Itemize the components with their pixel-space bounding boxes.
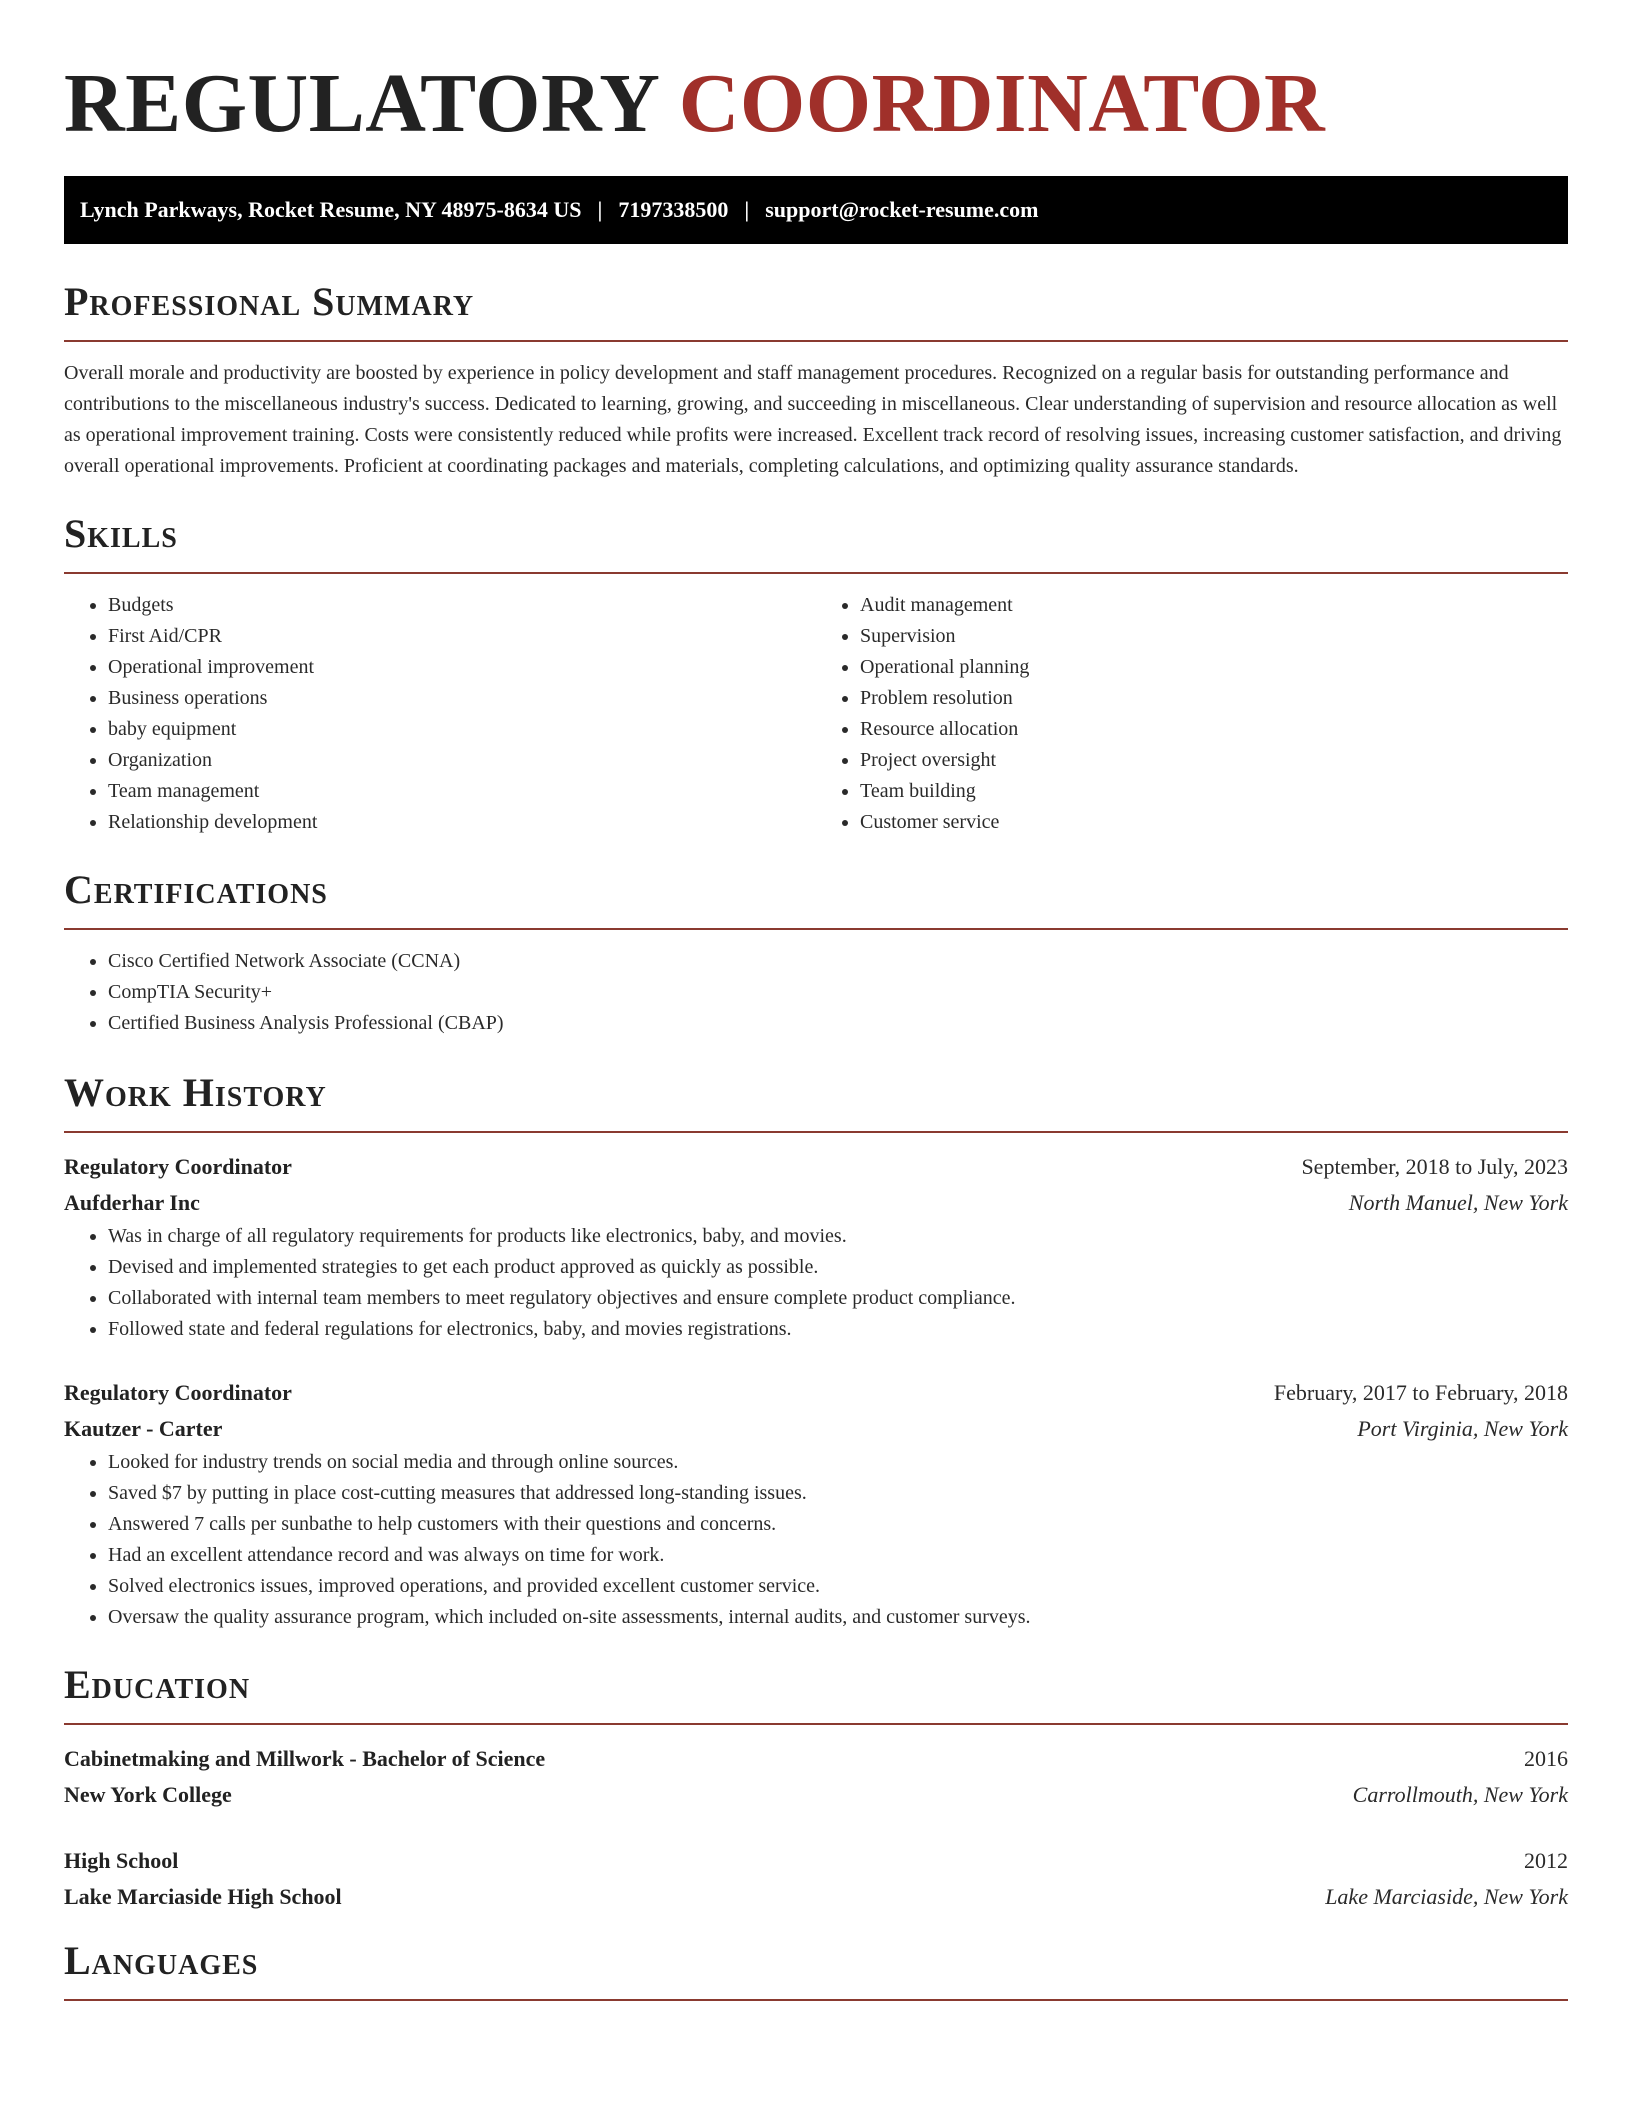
job-location: Port Virginia, New York <box>1357 1416 1568 1441</box>
resume-title <box>64 0 1568 152</box>
languages-section <box>64 1937 1568 2001</box>
certifications-section <box>64 866 1568 1039</box>
job-company: Kautzer - Carter <box>64 1416 223 1441</box>
job-bullet: • Answered 7 calls per sunbathe to help customers with their questions and concerns. <box>108 1509 1568 1540</box>
job-bullet: • Collaborated with internal team members to meet regulatory objectives and ensure complete product compliance. <box>108 1283 1568 1314</box>
skill-item: • Relationship development <box>108 807 816 838</box>
education-entry <box>64 1843 1568 1915</box>
summary-section <box>64 278 1568 482</box>
section-divider <box>64 928 1568 930</box>
job-bullet: • Devised and implemented strategies to get each product approved as quickly as possible. <box>108 1252 1568 1283</box>
job-dates: February, 2017 to February, 2018 <box>1273 1380 1568 1405</box>
education-location: Lake Marciaside, New York <box>1325 1884 1568 1909</box>
job-bullet: • Followed state and federal regulations for electronics, baby, and movies registrations. <box>108 1314 1568 1345</box>
skill-item: • Audit management <box>860 590 1568 621</box>
education-degree-row <box>64 1741 1568 1777</box>
contact-separator: | <box>744 197 750 222</box>
education-entry <box>64 1741 1568 1813</box>
contact-email: support@rocket-resume.com <box>765 197 1039 222</box>
skill-item: • Supervision <box>860 621 1568 652</box>
section-divider <box>64 1131 1568 1133</box>
skill-item: • Team building <box>860 776 1568 807</box>
job-title: Regulatory Coordinator <box>64 1154 292 1179</box>
certification-item: • Cisco Certified Network Associate (CCNA) <box>108 946 1568 977</box>
skills-section <box>64 510 1568 838</box>
job-header-row <box>64 1375 1568 1411</box>
education-year: 2012 <box>1524 1848 1568 1873</box>
job-header-row <box>64 1149 1568 1185</box>
job-entry <box>64 1149 1568 1345</box>
education-school-row <box>64 1777 1568 1813</box>
job-location: North Manuel, New York <box>1348 1190 1568 1215</box>
education-degree: Cabinetmaking and Millwork - Bachelor of Science <box>64 1746 546 1771</box>
skill-item: • Budgets <box>108 590 816 621</box>
certifications-heading: Certifications <box>64 867 328 912</box>
job-dates: September, 2018 to July, 2023 <box>1301 1154 1568 1179</box>
education-degree-row <box>64 1843 1568 1879</box>
section-divider <box>64 572 1568 574</box>
skill-item: • Team management <box>108 776 816 807</box>
job-company-row <box>64 1411 1568 1447</box>
education-degree: High School <box>64 1848 179 1873</box>
skill-item: • baby equipment <box>108 714 816 745</box>
job-title: Regulatory Coordinator <box>64 1380 292 1405</box>
job-bullet: • Was in charge of all regulatory requirements for products like electronics, baby, and movies. <box>108 1221 1568 1252</box>
certification-item: • CompTIA Security+ <box>108 977 1568 1008</box>
skill-item: • Operational planning <box>860 652 1568 683</box>
job-entry <box>64 1375 1568 1633</box>
skill-item: • Customer service <box>860 807 1568 838</box>
work-history-heading: Work History <box>64 1070 327 1115</box>
job-bullet: • Solved electronics issues, improved operations, and provided excellent customer service. <box>108 1571 1568 1602</box>
education-location: Carrollmouth, New York <box>1352 1782 1568 1807</box>
summary-heading: Professional Summary <box>64 279 475 324</box>
job-company-row <box>64 1185 1568 1221</box>
job-bullet: • Oversaw the quality assurance program, which included on-site assessments, internal audits, and customer surveys. <box>108 1602 1568 1633</box>
skill-item: • Project oversight <box>860 745 1568 776</box>
section-divider <box>64 340 1568 342</box>
skills-list-right <box>816 590 1568 838</box>
certifications-list <box>64 946 1568 1039</box>
job-bullet: • Had an excellent attendance record and was always on time for work. <box>108 1540 1568 1571</box>
certification-item: • Certified Business Analysis Professional (CBAP) <box>108 1008 1568 1039</box>
contact-address: Lynch Parkways, Rocket Resume, NY 48975-8634 US <box>80 197 582 222</box>
work-history-section <box>64 1069 1568 1633</box>
education-heading: Education <box>64 1662 251 1707</box>
skills-heading: Skills <box>64 511 178 556</box>
education-section <box>64 1661 1568 1915</box>
skill-item: • Resource allocation <box>860 714 1568 745</box>
skill-item: • Problem resolution <box>860 683 1568 714</box>
skills-list-left <box>64 590 816 838</box>
languages-heading: Languages <box>64 1938 259 1983</box>
job-bullet: • Saved $7 by putting in place cost-cutting measures that addressed long-standing issues. <box>108 1478 1568 1509</box>
education-school: Lake Marciaside High School <box>64 1884 342 1909</box>
job-bullets <box>64 1221 1568 1345</box>
education-year: 2016 <box>1524 1746 1568 1771</box>
skill-item: • Operational improvement <box>108 652 816 683</box>
job-bullet: • Looked for industry trends on social media and through online sources. <box>108 1447 1568 1478</box>
section-divider <box>64 1723 1568 1725</box>
education-school-row <box>64 1879 1568 1915</box>
section-divider <box>64 1999 1568 2001</box>
title-part-1: REGULATORY <box>64 57 658 150</box>
contact-separator: | <box>597 197 603 222</box>
contact-phone: 7197338500 <box>618 197 729 222</box>
summary-text: Overall morale and productivity are boosted by experience in policy development and staff management procedures. Recognized on a regular basis for outstanding performance and contributions to the miscellaneous industry's success. Dedicated to learning, growing, and succeeding in miscellaneous. Clear understanding of supervision and resource allocation as well as operational improvement training. Costs were consistently reduced while profits were increased. Excellent track record of resolving issues, increasing customer satisfaction, and driving overall operational improvements. Proficient at coordinating packages and materials, completing calculations, and optimizing quality assurance standards. <box>64 362 1562 477</box>
skill-item: • First Aid/CPR <box>108 621 816 652</box>
skills-grid <box>64 590 1568 838</box>
title-part-2: COORDINATOR <box>678 57 1326 150</box>
job-company: Aufderhar Inc <box>64 1190 200 1215</box>
education-school: New York College <box>64 1782 232 1807</box>
contact-bar <box>64 176 1568 244</box>
skill-item: • Business operations <box>108 683 816 714</box>
skill-item: • Organization <box>108 745 816 776</box>
job-bullets <box>64 1447 1568 1633</box>
